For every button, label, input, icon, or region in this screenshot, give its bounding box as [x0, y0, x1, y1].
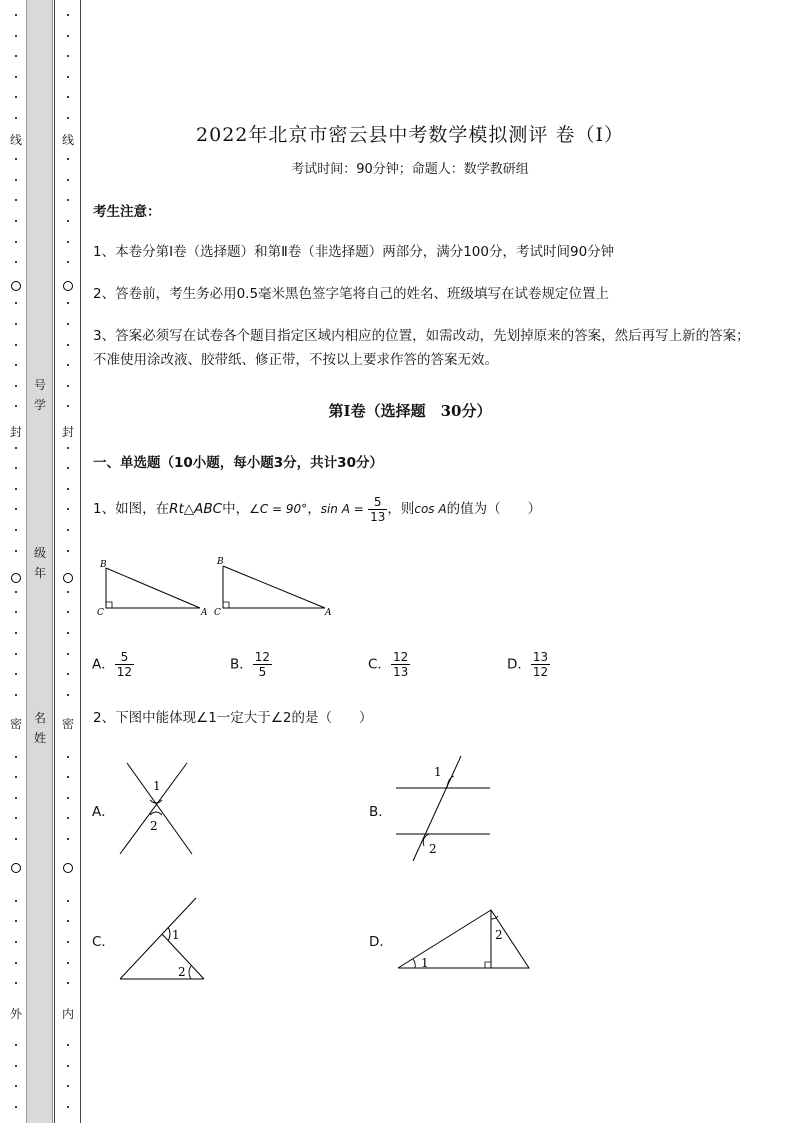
margin-dot: [67, 550, 69, 552]
q2-option-b-label[interactable]: B．: [369, 804, 392, 820]
margin-circle-outer-5: [11, 863, 21, 873]
q1-option-b-num: 12: [254, 650, 271, 664]
q1-label-b: B: [100, 560, 107, 570]
q1-option-c-den: 13: [392, 665, 409, 679]
margin-dot: [15, 302, 17, 304]
notice-heading: 考生注意：: [93, 204, 161, 220]
margin-dot: [15, 1065, 17, 1067]
margin-dot: [15, 611, 17, 613]
margin-dot: [67, 405, 69, 407]
q1-option-d-fraction: [531, 650, 550, 679]
margin-dot: [67, 344, 69, 346]
margin-dot: [67, 591, 69, 593]
question-2-stem: 2、下图中能体现∠1一定大于∠2的是（ ）: [93, 710, 373, 726]
q1-option-c-fraction: [391, 650, 410, 679]
margin-label-outer-4: 密: [9, 717, 22, 731]
margin-dot: [15, 385, 17, 387]
margin-dot: [67, 302, 69, 304]
q1-option-a[interactable]: [92, 650, 134, 679]
margin-dot: [15, 797, 17, 799]
margin-dot: [67, 632, 69, 634]
q1-option-a-label: A．: [92, 656, 115, 673]
margin-dot: [67, 364, 69, 366]
q2-b-angle-2: 2: [429, 842, 437, 856]
binding-cut-line: [54, 0, 81, 1123]
q1-option-b-fraction: [253, 650, 272, 679]
margin-dot: [15, 14, 17, 16]
margin-circle-outer-3: [11, 573, 21, 583]
q2-a-angle-2: 2: [150, 819, 158, 833]
margin-dot: [15, 694, 17, 696]
margin-dot: [67, 694, 69, 696]
margin-dot: [67, 508, 69, 510]
name-label: 名姓: [34, 711, 47, 745]
q2-d-angle-1: 1: [421, 956, 429, 970]
margin-dot: [67, 838, 69, 840]
margin-dot: [67, 529, 69, 531]
margin-dot: [15, 55, 17, 57]
margin-dot: [67, 1065, 69, 1067]
margin-label-outer-2: 封: [9, 425, 22, 439]
margin-dot: [67, 900, 69, 902]
margin-label-outer-0: 线: [9, 133, 22, 147]
margin-dot: [15, 632, 17, 634]
q1-option-c[interactable]: [368, 650, 410, 679]
q1-option-a-num: 5: [115, 650, 134, 665]
margin-label-inner-0: 线: [61, 133, 74, 147]
q1-option-d-label: D．: [507, 656, 531, 673]
q2-c-angle-2: 2: [178, 965, 186, 979]
q1-option-d-den: 12: [532, 665, 549, 679]
q2-c-angle-1: 1: [172, 928, 180, 942]
margin-dot: [67, 467, 69, 469]
q1-label-c: C: [97, 608, 104, 618]
part-title: 一、单选题（10小题，每小题3分，共计30分）: [93, 455, 383, 471]
margin-dot: [67, 797, 69, 799]
q1-mid3: ，则: [387, 501, 415, 517]
q2-option-a-label[interactable]: A．: [92, 804, 115, 820]
q1-mid2: ，: [307, 501, 321, 517]
margin-dot: [67, 488, 69, 490]
margin-label-inner-6: 内: [61, 1007, 74, 1021]
margin-dot: [15, 220, 17, 222]
margin-dot: [15, 405, 17, 407]
notice-item-1: 1、本卷分第Ⅰ卷（选择题）和第Ⅱ卷（非选择题）两部分，满分100分，考试时间90分钟: [93, 244, 615, 260]
q1-option-c-num: 12: [392, 650, 409, 664]
margin-dot: [67, 96, 69, 98]
q2-figure-c: [115, 895, 210, 985]
q1-option-b[interactable]: [230, 650, 272, 679]
q2-d-angle-2: 2: [495, 928, 503, 942]
margin-dot: [15, 96, 17, 98]
margin-dot: [15, 817, 17, 819]
margin-dot: [67, 158, 69, 160]
margin-dot: [15, 982, 17, 984]
margin-dot: [15, 591, 17, 593]
q1-option-b-label: B．: [230, 656, 253, 673]
notice-item-3: 3、答案必须写在试卷各个题目指定区域内相应的位置，如需改动，先划掉原来的答案，然后再写上新的答案；不准使用涂改液、胶带纸、修正带，不按以上要求作答的答案无效。: [93, 328, 750, 368]
margin-dot: [67, 941, 69, 943]
margin-dot: [15, 199, 17, 201]
q1-option-b-den: 5: [258, 665, 267, 679]
student-number-label: 号学: [34, 378, 47, 412]
margin-dot: [67, 1085, 69, 1087]
notice-item-2: 2、答卷前，考生务必用0.5毫米黑色签字笔将自己的姓名、班级填写在试卷规定位置上: [93, 286, 610, 302]
margin-dot: [67, 76, 69, 78]
question-1-stem: [93, 492, 541, 526]
margin-dot: [15, 653, 17, 655]
margin-dot: [15, 550, 17, 552]
margin-dot: [67, 261, 69, 263]
margin-dot: [15, 1085, 17, 1087]
q1-option-a-den: 12: [116, 665, 133, 679]
q1-mid1: 中，: [222, 501, 250, 517]
q1-label-c-2: C: [214, 608, 221, 618]
margin-dot: [15, 35, 17, 37]
q1-suffix: 的值为（ ）: [446, 501, 542, 517]
margin-dot: [67, 611, 69, 613]
margin-dot: [15, 364, 17, 366]
q1-angle-condition: ∠C = 90°: [249, 502, 308, 516]
q1-sin-expression: sin A =: [320, 502, 364, 516]
margin-dot: [15, 756, 17, 758]
margin-dot: [15, 962, 17, 964]
margin-dot: [15, 117, 17, 119]
margin-dot: [67, 323, 69, 325]
grade-label: 级年: [34, 546, 47, 580]
margin-dot: [15, 941, 17, 943]
q1-sin-denominator: 13: [370, 509, 386, 524]
q1-sin-numerator: 5: [368, 495, 387, 510]
q1-option-d-num: 13: [532, 650, 549, 664]
margin-dot: [67, 241, 69, 243]
margin-dot: [67, 117, 69, 119]
margin-dot: [67, 962, 69, 964]
q1-triangle: △ABC: [183, 501, 223, 517]
margin-dot: [67, 776, 69, 778]
margin-circle-outer-1: [11, 281, 21, 291]
margin-dot: [15, 323, 17, 325]
q1-label-b-2: B: [217, 557, 224, 567]
margin-dot: [15, 344, 17, 346]
q1-option-d[interactable]: [507, 650, 550, 679]
margin-dot: [67, 920, 69, 922]
margin-dot: [15, 241, 17, 243]
q1-label-a: A: [201, 608, 208, 618]
q1-rt: Rt: [169, 501, 184, 517]
margin-dot: [67, 756, 69, 758]
margin-dot: [67, 982, 69, 984]
margin-label-inner-2: 封: [61, 425, 74, 439]
margin-dot: [67, 35, 69, 37]
margin-dot: [67, 14, 69, 16]
q2-figure-d: [395, 905, 535, 975]
q2-a-angle-1: 1: [153, 779, 161, 793]
q1-triangle-small: [97, 560, 208, 618]
margin-circle-inner-1: [63, 281, 73, 291]
exam-title: 2022年北京市密云县中考数学模拟测评 卷（Ⅰ）: [196, 124, 624, 146]
margin-dot: [67, 199, 69, 201]
margin-dot: [15, 1106, 17, 1108]
q1-option-c-label: C．: [368, 656, 391, 673]
margin-dot: [15, 76, 17, 78]
margin-dot: [15, 1044, 17, 1046]
margin-label-inner-4: 密: [61, 717, 74, 731]
q1-option-a-fraction: [115, 650, 134, 679]
margin-dot: [15, 467, 17, 469]
margin-dot: [15, 179, 17, 181]
margin-circle-inner-3: [63, 573, 73, 583]
q2-figure-b: [392, 752, 497, 864]
margin-dot: [15, 776, 17, 778]
q2-option-d-label[interactable]: D．: [369, 934, 393, 950]
q2-option-c-label[interactable]: C．: [92, 934, 115, 950]
margin-dot: [67, 1106, 69, 1108]
q2-b-angle-1: 1: [434, 765, 442, 779]
margin-dot: [15, 488, 17, 490]
q1-label-a-2: A: [325, 608, 332, 618]
margin-dot: [15, 900, 17, 902]
q1-prefix: 1、如图，在: [93, 501, 170, 517]
margin-dot: [67, 55, 69, 57]
margin-dot: [15, 529, 17, 531]
q1-sin-fraction: [368, 495, 387, 524]
q1-figure: [92, 553, 342, 623]
margin-dot: [67, 1044, 69, 1046]
margin-dot: [67, 385, 69, 387]
margin-circle-inner-5: [63, 863, 73, 873]
margin-dot: [15, 673, 17, 675]
margin-dot: [15, 508, 17, 510]
margin-dot: [67, 179, 69, 181]
margin-dot: [67, 653, 69, 655]
margin-dot: [67, 673, 69, 675]
q1-triangle-large: [214, 557, 332, 618]
margin-dot: [15, 838, 17, 840]
margin-dot: [15, 158, 17, 160]
q2-figure-a: [115, 760, 200, 857]
margin-dot: [67, 447, 69, 449]
exam-subtitle: 考试时间：90分钟；命题人：数学教研组: [291, 162, 529, 177]
section-title: 第Ⅰ卷（选择题 30分）: [328, 402, 492, 420]
margin-label-outer-6: 外: [9, 1007, 22, 1021]
margin-dot: [15, 447, 17, 449]
margin-dot: [67, 220, 69, 222]
margin-dot: [15, 920, 17, 922]
margin-dot: [15, 261, 17, 263]
q1-cos-expression: cos A: [414, 502, 447, 516]
margin-dot: [67, 817, 69, 819]
